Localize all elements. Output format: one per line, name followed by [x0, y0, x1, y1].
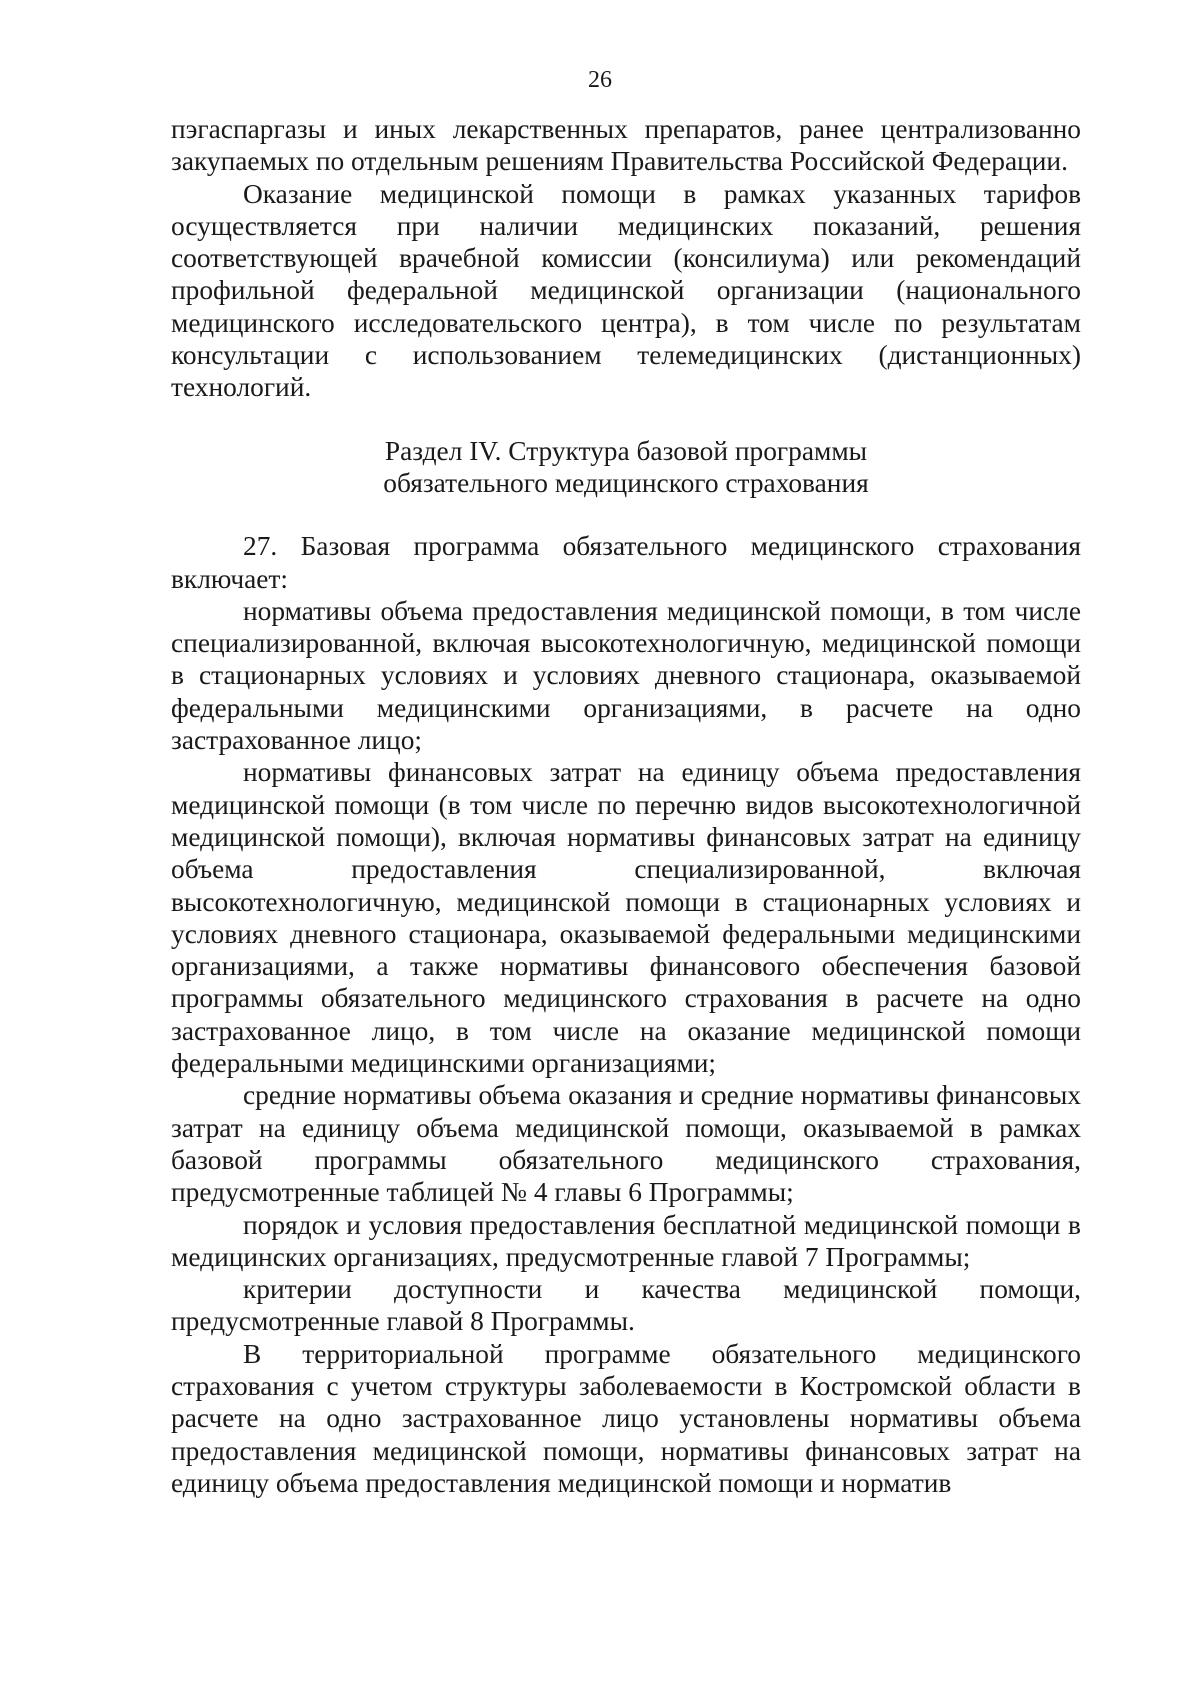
paragraph-continuation: пэгаспаргазы и иных лекарственных препаратов, ранее централизованно закупаемых по отдельным решениям Правительства Российской Федерации.	[171, 114, 1081, 177]
document-body	[171, 113, 1081, 1499]
paragraph-item-27: 27. Базовая программа обязательного медицинского страхования включает:	[171, 531, 1081, 594]
paragraph-cost-norms: нормативы финансовых затрат на единицу объема предоставления медицинской помощи (в том числе по перечню видов высокотехнологичной медицинской помощи), включая нормативы финансовых затрат на единицу объема предоставления специализированной, включая высокотехнологичную, медицинской помощи в стационарных условиях и условиях дневного стационара, оказываемой федеральными медицинскими организациями, а также нормативы финансового обеспечения базовой программы обязательного медицинского страхования в расчете на одно застрахованное лицо, в том числе на оказание медицинской помощи федеральными медицинскими организациями;	[171, 757, 1081, 1079]
paragraph-tariffs: Оказание медицинской помощи в рамках указанных тарифов осуществляется при наличии медицинских показаний, решения соответствующей врачебной комиссии (консилиума) или рекомендаций профильной федеральной медицинской организации (национального медицинского исследовательского центра), в том числе по результатам консультации с использованием телемедицинских (дистанционных) технологий.	[171, 178, 1081, 403]
page-number: 26	[588, 67, 612, 93]
section-heading-line-2: обязательного медицинского страхования	[383, 467, 869, 498]
paragraph-average-norms: средние нормативы объема оказания и средние нормативы финансовых затрат на единицу объема медицинской помощи, оказываемой в рамках базовой программы обязательного медицинского страхования, предусмотренные таблицей № 4 главы 6 Программы;	[171, 1080, 1081, 1208]
paragraph-volume-norms: нормативы объема предоставления медицинской помощи, в том числе специализированной, включая высокотехнологичную, медицинской помощи в стационарных условиях и условиях дневного стационара, оказываемой федеральными медицинскими организациями, в расчете на одно застрахованное лицо;	[171, 595, 1081, 756]
paragraph-criteria: критерии доступности и качества медицинской помощи, предусмотренные главой 8 Программы.	[171, 1274, 1081, 1337]
paragraph-territorial: В территориальной программе обязательного медицинского страхования с учетом структуры заболеваемости в Костромской области в расчете на одно застрахованное лицо установлены нормативы объема предоставления медицинской помощи, нормативы финансовых затрат на единицу объема предоставления медицинской помощи и норматив	[171, 1338, 1081, 1498]
section-heading	[171, 435, 1081, 500]
paragraph-procedure: порядок и условия предоставления бесплатной медицинской помощи в медицинских организациях, предусмотренные главой 7 Программы;	[171, 1209, 1081, 1272]
section-heading-line-1: Раздел IV. Структура базовой программы	[384, 435, 868, 466]
